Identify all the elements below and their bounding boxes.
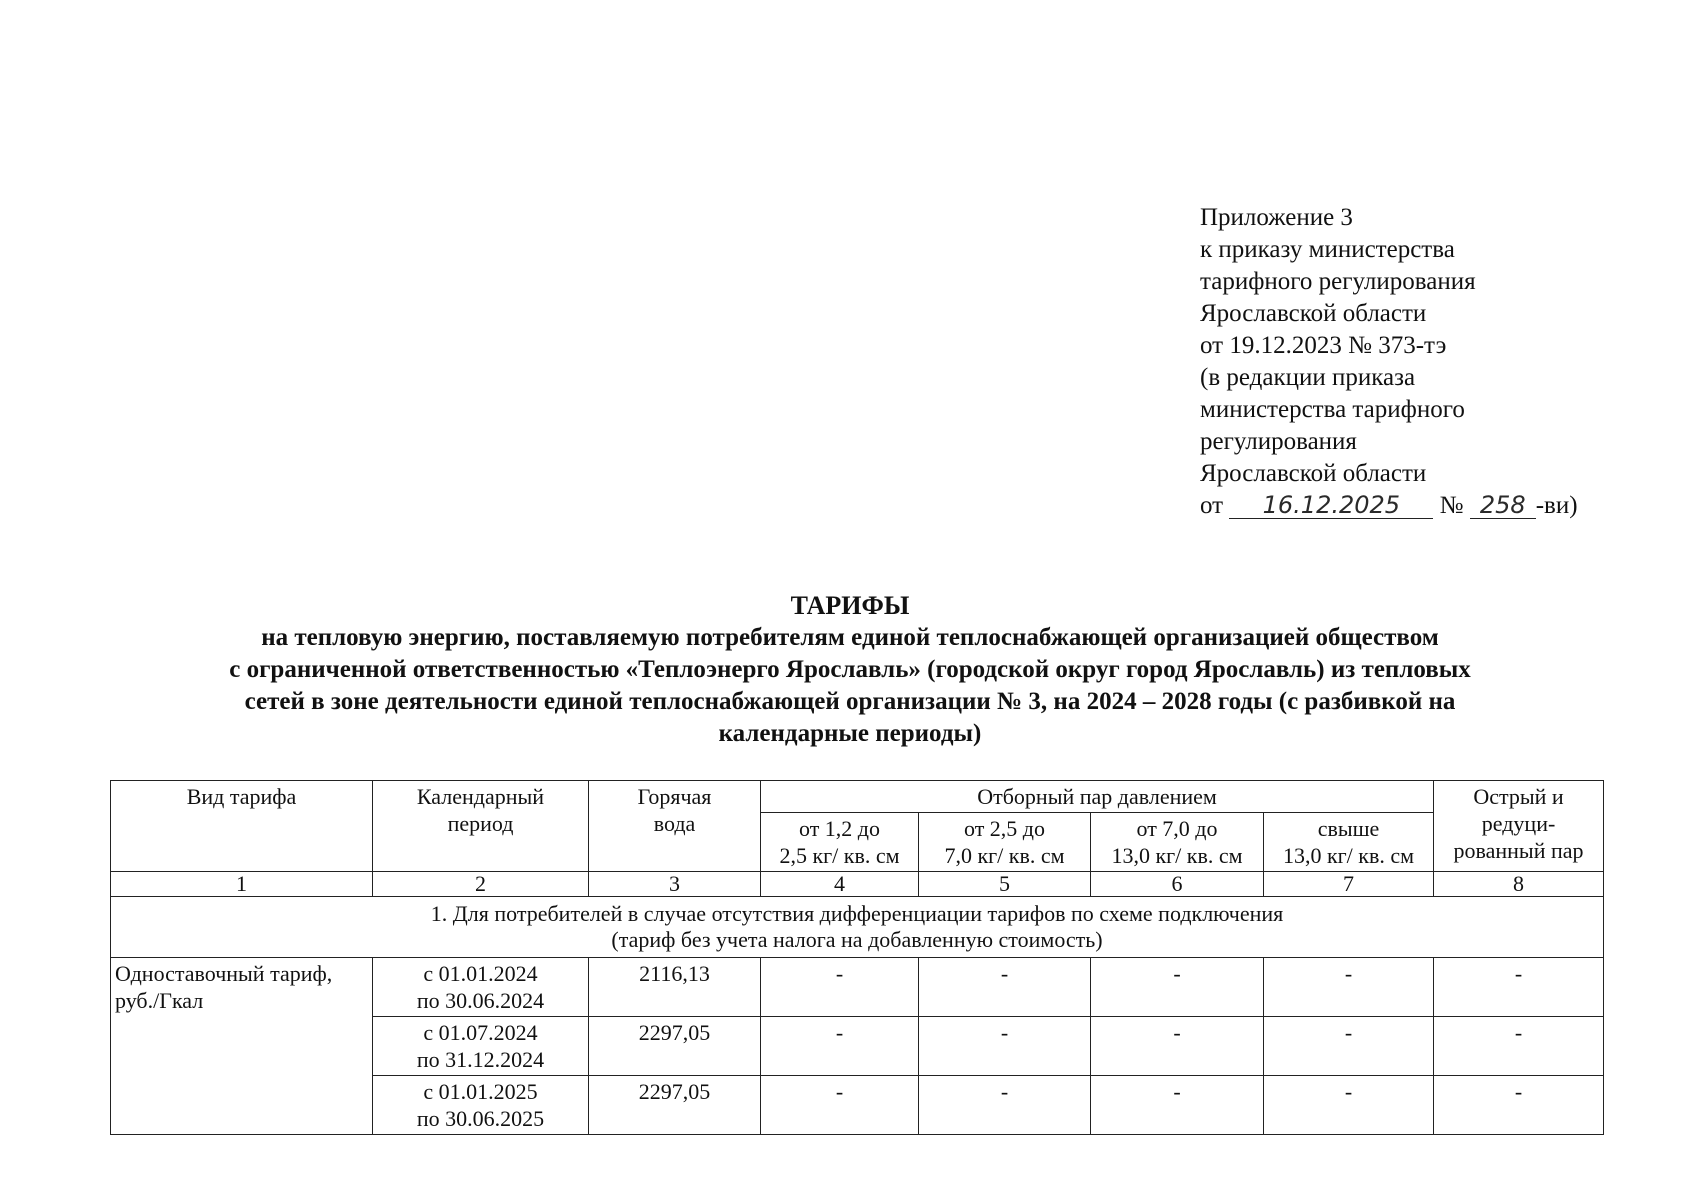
period-cell: с 01.01.2024 по 30.06.2024 xyxy=(373,958,589,1017)
title-line: сетей в зоне деятельности единой теплоснабжающей организации № 3, на 2024 – 2028 годы (с разбивкой на xyxy=(244,688,1456,715)
column-number: 2 xyxy=(373,872,589,897)
sharp-steam-cell: - xyxy=(1434,958,1604,1017)
appendix-line: тарифного регулирования xyxy=(1200,268,1476,295)
appendix-line: от 19.12.2023 № 373-тэ xyxy=(1200,332,1447,359)
period-cell: с 01.01.2025 по 30.06.2025 xyxy=(373,1076,589,1135)
table-header-row xyxy=(111,781,1604,813)
steam-3-cell: - xyxy=(1091,958,1264,1017)
appendix-last-line xyxy=(1200,490,1578,522)
title-line: календарные периоды) xyxy=(718,720,982,747)
steam-2-cell: - xyxy=(919,1017,1091,1076)
column-number: 4 xyxy=(761,872,919,897)
header-period: Календарный период xyxy=(373,781,589,872)
number-sign: № xyxy=(1439,492,1464,519)
appendix-from-label: от xyxy=(1200,492,1224,519)
sharp-steam-cell: - xyxy=(1434,1017,1604,1076)
column-numbers-row xyxy=(111,872,1604,897)
header-hot-water: Горячая вода xyxy=(589,781,761,872)
title-line: с ограниченной ответственностью «Теплоэнерго Ярославль» (городской округ город Ярославль) из тепловых xyxy=(229,656,1471,683)
hot-water-cell: 2297,05 xyxy=(589,1017,761,1076)
appendix-line: регулирования xyxy=(1200,428,1357,455)
header-steam-4: свыше 13,0 кг/ кв. см xyxy=(1264,813,1434,872)
table-row xyxy=(111,958,1604,1017)
appendix-line: Ярославской области xyxy=(1200,460,1427,487)
appendix-line: Ярославской области xyxy=(1200,300,1427,327)
hot-water-cell: 2116,13 xyxy=(589,958,761,1017)
order-suffix: -ви) xyxy=(1535,492,1578,519)
title-main: ТАРИФЫ xyxy=(790,591,910,620)
column-number: 5 xyxy=(919,872,1091,897)
appendix-line: (в редакции приказа xyxy=(1200,364,1416,391)
steam-4-cell: - xyxy=(1264,1076,1434,1135)
steam-2-cell: - xyxy=(919,1076,1091,1135)
period-cell: с 01.07.2024 по 31.12.2024 xyxy=(373,1017,589,1076)
handwritten-number: 258 xyxy=(1470,492,1536,519)
tariff-type-cell: Одноставочный тариф, руб./Гкал xyxy=(111,958,373,1135)
steam-1-cell: - xyxy=(761,1076,919,1135)
steam-3-cell: - xyxy=(1091,1076,1264,1135)
appendix-block xyxy=(1200,202,1578,522)
appendix-line: министерства тарифного xyxy=(1200,396,1465,423)
header-steam-group: Отборный пар давлением xyxy=(761,781,1434,813)
header-steam-3: от 7,0 до 13,0 кг/ кв. см xyxy=(1091,813,1264,872)
header-sharp-steam: Острый и редуци- рованный пар xyxy=(1434,781,1604,872)
tariffs-table xyxy=(110,780,1604,1135)
steam-4-cell: - xyxy=(1264,1017,1434,1076)
title-line: на тепловую энергию, поставляемую потребителям единой теплоснабжающей организацией обществом xyxy=(261,624,1439,651)
sharp-steam-cell: - xyxy=(1434,1076,1604,1135)
header-tariff-type: Вид тарифа xyxy=(111,781,373,872)
steam-3-cell: - xyxy=(1091,1017,1264,1076)
appendix-line: Приложение 3 xyxy=(1200,204,1353,231)
column-number: 8 xyxy=(1434,872,1604,897)
column-number: 6 xyxy=(1091,872,1264,897)
hot-water-cell: 2297,05 xyxy=(589,1076,761,1135)
section-row xyxy=(111,897,1604,958)
header-steam-1: от 1,2 до 2,5 кг/ кв. см xyxy=(761,813,919,872)
appendix-line: к приказу министерства xyxy=(1200,236,1455,263)
header-steam-2: от 2,5 до 7,0 кг/ кв. см xyxy=(919,813,1091,872)
section-1-heading: 1. Для потребителей в случае отсутствия дифференциации тарифов по схеме подключения (тариф без учета налога на добавленную стоимость) xyxy=(111,897,1604,958)
steam-1-cell: - xyxy=(761,958,919,1017)
steam-2-cell: - xyxy=(919,958,1091,1017)
column-number: 3 xyxy=(589,872,761,897)
steam-4-cell: - xyxy=(1264,958,1434,1017)
document-title xyxy=(100,590,1600,750)
column-number: 7 xyxy=(1264,872,1434,897)
column-number: 1 xyxy=(111,872,373,897)
handwritten-date: 16.12.2025 xyxy=(1229,492,1433,519)
steam-1-cell: - xyxy=(761,1017,919,1076)
